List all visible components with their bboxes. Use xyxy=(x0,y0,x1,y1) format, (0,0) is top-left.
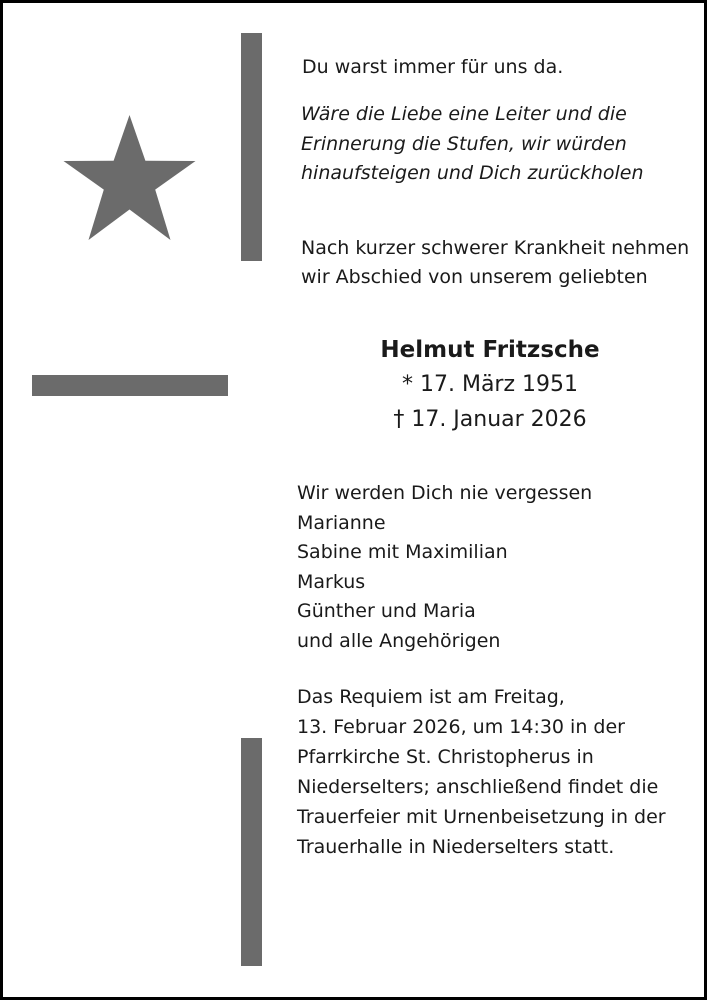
requiem-line: Pfarrkirche St. Christopherus in xyxy=(297,746,594,768)
family-line: Günther und Maria xyxy=(297,600,476,622)
intro-line: Du warst immer für uns da. xyxy=(302,56,564,78)
family-signatures xyxy=(297,479,592,656)
announcement-line: wir Abschied von unserem geliebten xyxy=(301,266,648,288)
requiem-line: Niederselters; anschließend findet die xyxy=(297,776,659,798)
family-line: Markus xyxy=(297,570,366,593)
announcement-line: Nach kurzer schwerer Krankheit nehmen xyxy=(301,237,690,259)
deceased-name: Helmut Fritzsche xyxy=(380,337,600,363)
cross-bar-middle xyxy=(32,375,228,396)
requiem-notice xyxy=(297,682,666,862)
poem-line: hinaufsteigen und Dich zurückholen xyxy=(301,162,644,184)
family-line: Wir werden Dich nie vergessen xyxy=(297,482,593,504)
family-line: Sabine mit Maximilian xyxy=(297,541,508,563)
death-date: † 17. Januar 2026 xyxy=(393,407,587,432)
birth-date: * 17. März 1951 xyxy=(401,372,578,397)
requiem-line: Trauerfeier mit Urnenbeisetzung in der xyxy=(297,806,666,828)
poem-line: Wäre die Liebe eine Leiter und die xyxy=(301,103,627,125)
requiem-line: Das Requiem ist am Freitag, xyxy=(297,686,565,708)
deceased-block xyxy=(330,333,650,437)
family-line: und alle Angehörigen xyxy=(297,629,501,652)
family-line: Marianne xyxy=(297,511,386,534)
poem xyxy=(301,100,644,189)
cross-bar-bottom xyxy=(241,738,262,966)
requiem-line: Trauerhalle in Niederselters statt. xyxy=(297,836,615,858)
requiem-line: 13. Februar 2026, um 14:30 in der xyxy=(297,716,625,738)
cross-bar-top xyxy=(241,33,262,261)
poem-line: Erinnerung die Stufen, wir würden xyxy=(301,132,627,155)
announcement xyxy=(301,234,689,292)
star-icon xyxy=(62,113,197,243)
